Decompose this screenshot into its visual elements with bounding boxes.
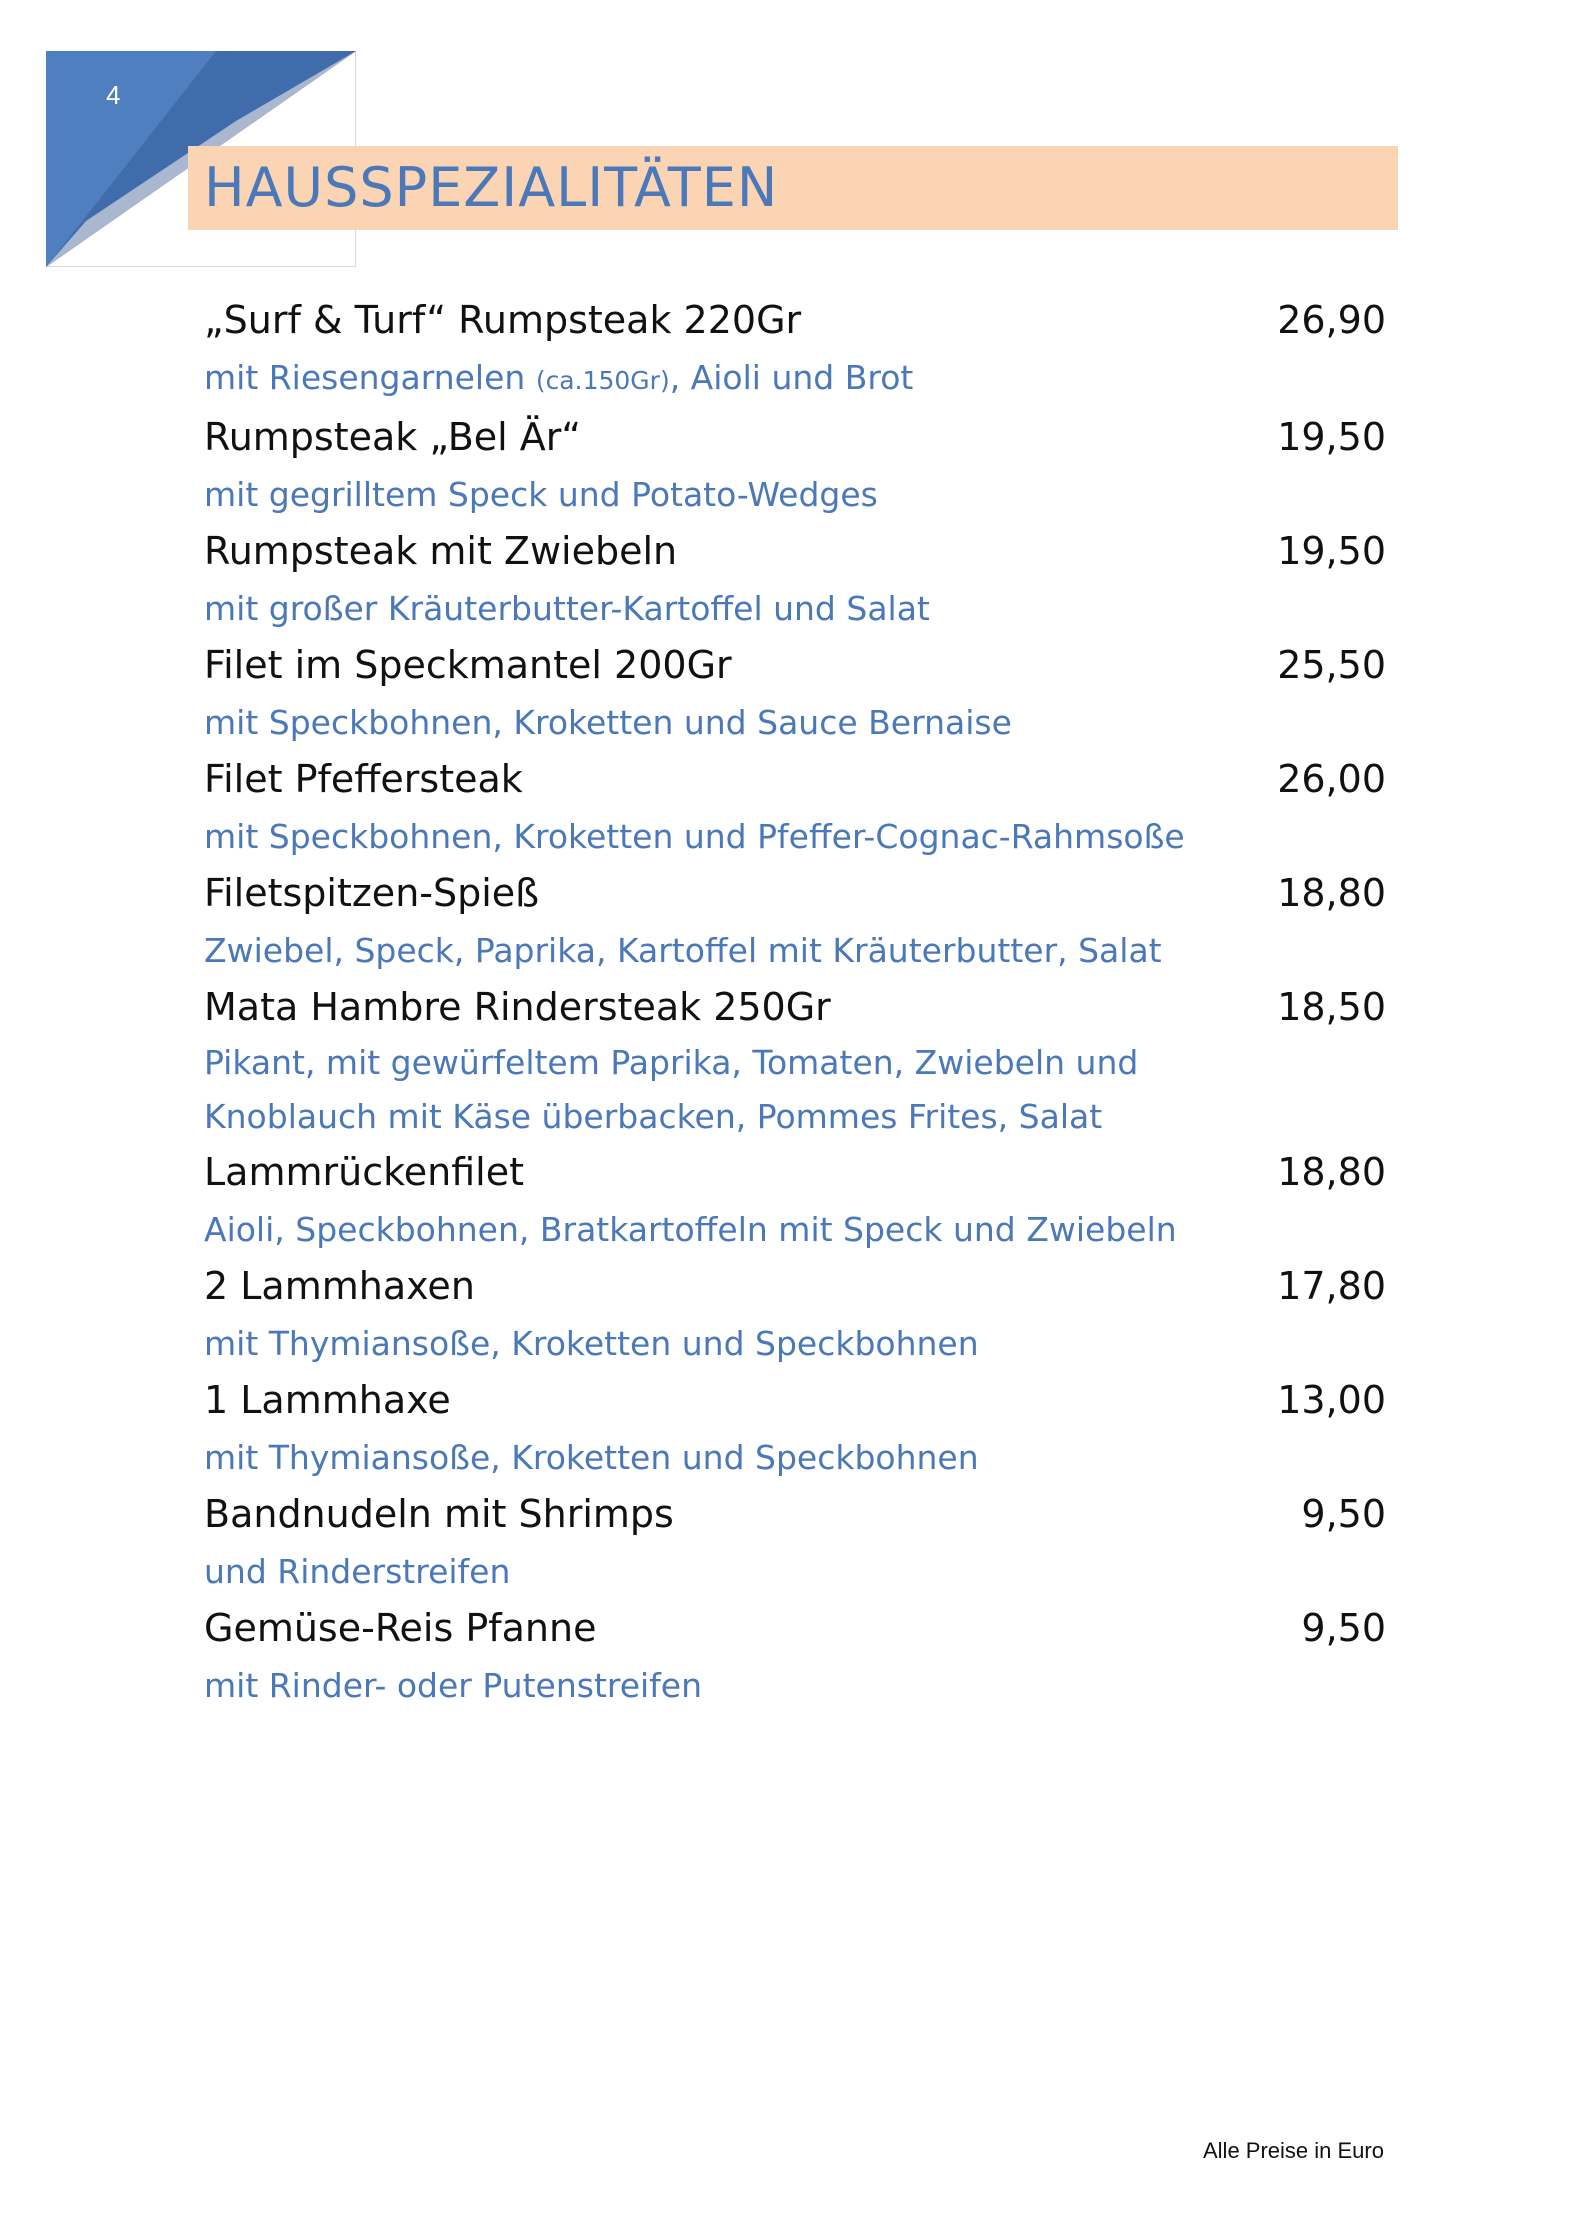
page-number: 4 — [106, 80, 121, 110]
item-name: Mata Hambre Rindersteak 250Gr — [204, 985, 831, 1029]
item-description: mit Rinder- oder Putenstreifen — [204, 1666, 703, 1705]
item-price: 17,80 — [1277, 1264, 1386, 1308]
item-description: Aioli, Speckbohnen, Bratkartoffeln mit Speck und Zwiebeln — [204, 1210, 1177, 1249]
item-price: 26,90 — [1277, 298, 1386, 342]
menu-item — [204, 751, 1386, 865]
item-description-text: mit Riesengarnelen — [204, 358, 536, 397]
item-name: 1 Lammhaxe — [204, 1378, 451, 1422]
menu-item — [204, 865, 1386, 979]
item-name: 2 Lammhaxen — [204, 1264, 475, 1308]
menu-item — [204, 409, 1386, 523]
item-name: Filet im Speckmantel 200Gr — [204, 643, 732, 687]
item-description: Zwiebel, Speck, Paprika, Kartoffel mit Kräuterbutter, Salat — [204, 931, 1162, 970]
item-description: mit Speckbohnen, Kroketten und Pfeffer-Cognac-Rahmsoße — [204, 817, 1185, 856]
item-description: Pikant, mit gewürfeltem Paprika, Tomaten, Zwiebeln und — [204, 1043, 1139, 1082]
item-price: 18,50 — [1277, 985, 1386, 1029]
section-title: HAUSSPEZIALITÄTEN — [204, 156, 779, 219]
item-price: 18,80 — [1277, 871, 1386, 915]
item-description-line2: Knoblauch mit Käse überbacken, Pommes Frites, Salat — [204, 1097, 1103, 1136]
item-name: Filet Pfeffersteak — [204, 757, 523, 801]
item-name: „Surf & Turf“ Rumpsteak 220Gr — [204, 298, 802, 342]
item-description-weight: (ca.150Gr) — [535, 366, 670, 395]
item-price: 18,80 — [1277, 1150, 1386, 1194]
item-price: 9,50 — [1301, 1492, 1386, 1536]
item-description: mit gegrilltem Speck und Potato-Wedges — [204, 475, 878, 514]
price-currency-note: Alle Preise in Euro — [1203, 2138, 1384, 2163]
item-price: 25,50 — [1277, 643, 1386, 687]
item-price: 9,50 — [1301, 1606, 1386, 1650]
item-price: 13,00 — [1277, 1378, 1386, 1422]
item-price: 19,50 — [1277, 529, 1386, 573]
menu-item — [204, 637, 1386, 751]
item-name: Gemüse-Reis Pfanne — [204, 1606, 597, 1650]
menu-item — [204, 1600, 1386, 1714]
item-name: Rumpsteak mit Zwiebeln — [204, 529, 678, 573]
menu-item — [204, 1372, 1386, 1486]
item-description-text: , Aioli und Brot — [669, 358, 914, 397]
menu-item — [204, 979, 1386, 1144]
menu-list — [204, 292, 1386, 1714]
item-name: Rumpsteak „Bel Är“ — [204, 415, 582, 459]
menu-item — [204, 1258, 1386, 1372]
menu-item — [204, 1486, 1386, 1600]
item-price: 26,00 — [1277, 757, 1386, 801]
item-description: mit Thymiansoße, Kroketten und Speckbohnen — [204, 1324, 979, 1363]
item-name: Lammrückenfilet — [204, 1150, 524, 1194]
item-price: 19,50 — [1277, 415, 1386, 459]
section-header — [188, 146, 1398, 230]
item-description — [204, 349, 1386, 409]
item-description: mit großer Kräuterbutter-Kartoffel und Salat — [204, 589, 930, 628]
item-name: Bandnudeln mit Shrimps — [204, 1492, 674, 1536]
item-description: und Rinderstreifen — [204, 1552, 511, 1591]
item-description: mit Thymiansoße, Kroketten und Speckbohnen — [204, 1438, 979, 1477]
item-description: mit Speckbohnen, Kroketten und Sauce Bernaise — [204, 703, 1012, 742]
menu-item — [204, 1144, 1386, 1258]
item-name: Filetspitzen-Spieß — [204, 871, 540, 915]
menu-item — [204, 523, 1386, 637]
menu-item — [204, 292, 1386, 409]
